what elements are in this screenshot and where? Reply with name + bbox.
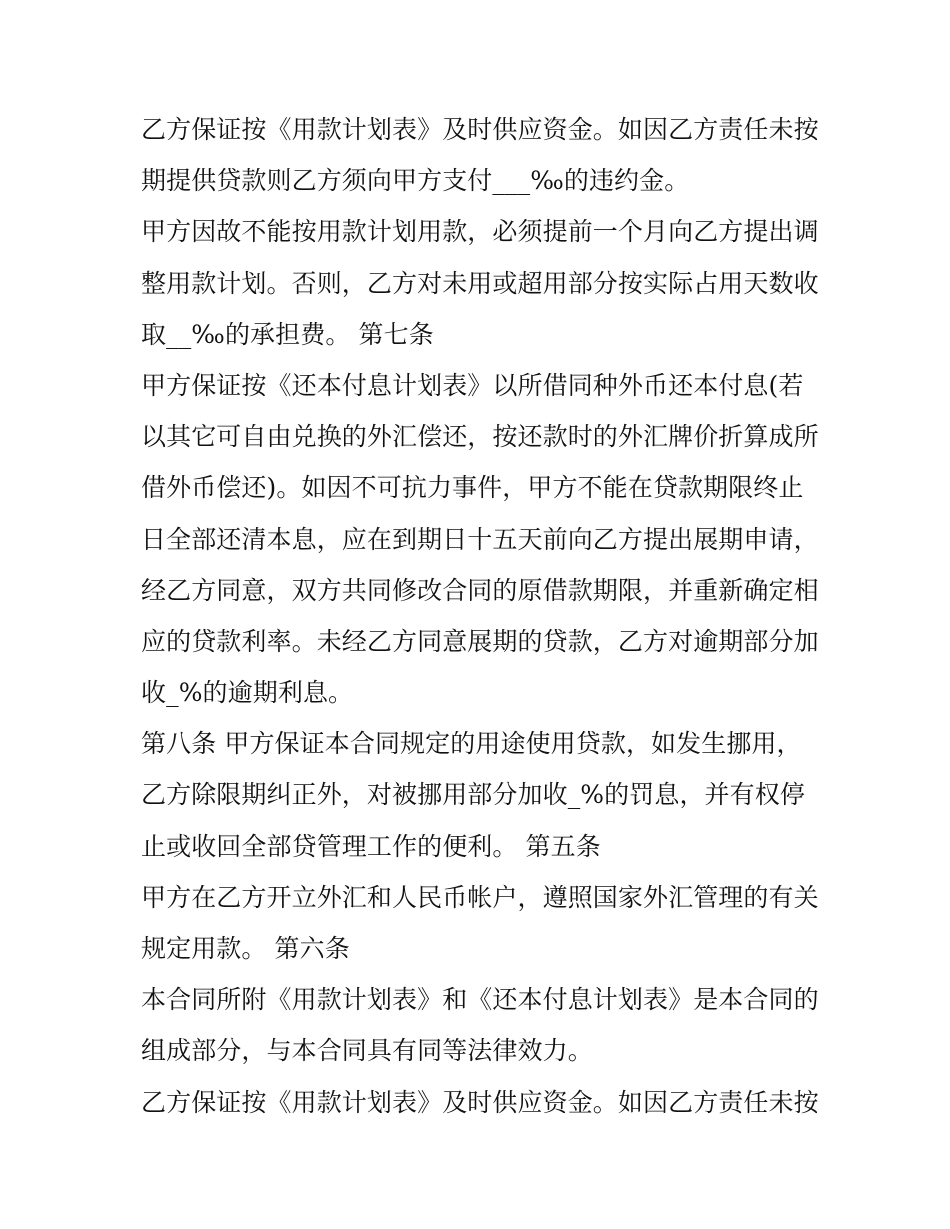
text-line: 借外币偿还)。如因不可抗力事件，甲方不能在贷款期限终止 bbox=[141, 473, 804, 503]
text-line: 组成部分，与本合同具有同等法律效力。 bbox=[141, 1036, 593, 1066]
text-line: 整用款计划。否则，乙方对未用或超用部分按实际占用天数收 bbox=[141, 268, 819, 298]
text-line: 甲方因故不能按用款计划用款，必须提前一个月向乙方提出调 bbox=[141, 217, 819, 247]
contract-text bbox=[141, 104, 819, 1128]
text-line: 甲方保证按《还本付息计划表》以所借同种外币还本付息(若 bbox=[141, 370, 804, 400]
text-line: 规定用款。 第六条 bbox=[141, 934, 350, 963]
text-line: 取__‰的承担费。 第七条 bbox=[141, 319, 434, 349]
text-line: 乙方除限期纠正外，对被挪用部分加收_%的罚息，并有权停 bbox=[141, 780, 805, 810]
text-line: 应的贷款利率。未经乙方同意展期的贷款，乙方对逾期部分加 bbox=[141, 626, 819, 656]
text-line: 收_%的逾期利息。 bbox=[141, 678, 354, 708]
text-line: 止或收回全部贷管理工作的便利。 第五条 bbox=[141, 831, 601, 861]
text-line: 甲方在乙方开立外汇和人民币帐户，遵照国家外汇管理的有关 bbox=[141, 882, 819, 912]
text-line: 经乙方同意，双方共同修改合同的原借款期限，并重新确定相 bbox=[141, 575, 819, 605]
text-line: 乙方保证按《用款计划表》及时供应资金。如因乙方责任未按 bbox=[141, 1087, 819, 1117]
text-line: 第八条 甲方保证本合同规定的用途使用贷款，如发生挪用， bbox=[141, 729, 802, 759]
text-line: 以其它可自由兑换的外汇偿还，按还款时的外汇牌价折算成所 bbox=[141, 422, 819, 452]
text-line: 乙方保证按《用款计划表》及时供应资金。如因乙方责任未按 bbox=[141, 115, 819, 144]
text-line: 本合同所附《用款计划表》和《还本付息计划表》是本合同的 bbox=[141, 985, 819, 1015]
text-line: 期提供贷款则乙方须向甲方支付___‰的违约金。 bbox=[141, 166, 690, 196]
text-line: 日全部还清本息，应在到期日十五天前向乙方提出展期申请， bbox=[141, 524, 819, 554]
